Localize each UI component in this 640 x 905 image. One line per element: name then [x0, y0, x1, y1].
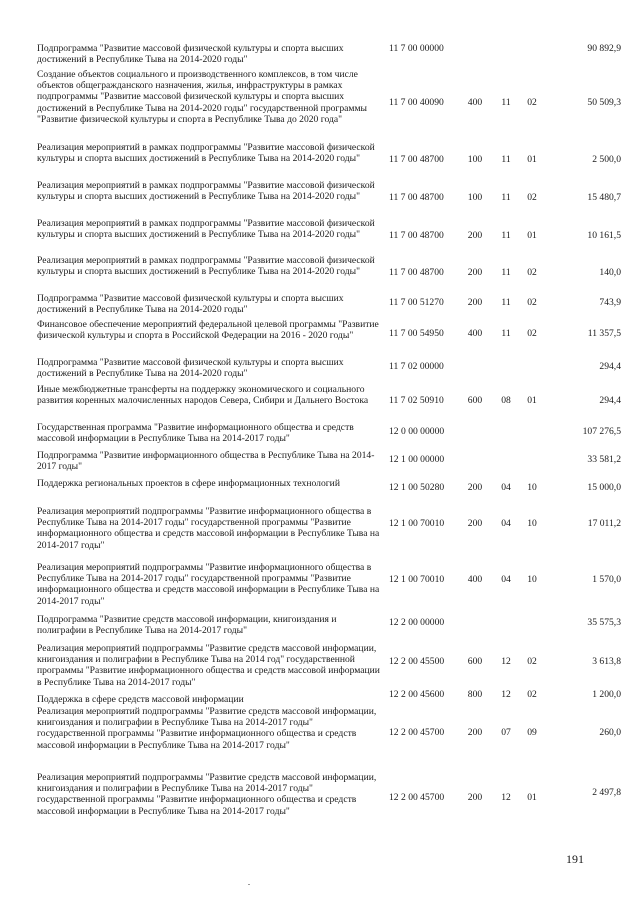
row-pr: 02: [527, 656, 537, 667]
row-vr: 400: [467, 574, 483, 585]
row-pr: 02: [527, 267, 537, 278]
row-code: 12 2 00 45700: [389, 792, 445, 803]
row-code: 12 2 00 00000: [389, 617, 445, 628]
row-rz: 04: [501, 482, 511, 493]
row-description: Реализация мероприятий подпрограммы "Развитие информационного общества в Республике Тыва на 2014-2017 годы" государственной программы "Развитие информационного общества и средств массовой информации в Республике Тыва на 2014-2017 годы": [37, 562, 380, 607]
row-code: 12 1 00 00000: [389, 454, 445, 465]
row-pr: 01: [527, 395, 537, 406]
row-code: 12 1 00 70010: [389, 574, 445, 585]
row-vr: 400: [467, 328, 483, 339]
row-rz: 12: [501, 656, 511, 667]
row-sum: 1 200,0: [592, 689, 621, 700]
row-description: Подпрограмма "Развитие массовой физической культуры и спорта высших достижений в Республике Тыва на 2014-2020 годы": [37, 293, 344, 316]
row-description: Поддержка в сфере средств массовой информации: [37, 694, 244, 705]
row-pr: 09: [527, 727, 537, 738]
row-code: 11 7 00 40090: [389, 97, 444, 108]
row-sum: 1 570,0: [592, 574, 621, 585]
row-vr: 100: [467, 192, 483, 203]
row-sum: 17 011,2: [587, 518, 621, 529]
row-pr: 10: [527, 518, 537, 529]
row-sum: 50 509,3: [587, 97, 621, 108]
row-vr: 600: [467, 656, 483, 667]
row-description: Реализация мероприятий подпрограммы "Развитие средств массовой информации, книгоиздания и полиграфии в Республике Тыва на 2014-2017 годы" государственной программы "Развитие информационного общества и средств массовой информации в Республике Тыва на 2014-2017 годы": [37, 706, 377, 751]
row-sum: 3 613,8: [592, 656, 621, 667]
page-number: 191: [566, 852, 584, 866]
row-rz: 08: [501, 395, 511, 406]
row-code: 11 7 00 48700: [389, 230, 444, 241]
row-pr: 02: [527, 689, 537, 700]
row-vr: 200: [467, 727, 483, 738]
row-description: Реализация мероприятий в рамках подпрограммы "Развитие массовой физической культуры и спорта высших достижений в Республике Тыва на 2014-2020 годы": [37, 255, 375, 278]
row-pr: 01: [527, 792, 537, 803]
row-rz: 11: [501, 97, 511, 108]
row-code: 12 2 00 45500: [389, 656, 445, 667]
row-vr: 200: [467, 792, 483, 803]
row-pr: 10: [527, 482, 537, 493]
row-rz: 11: [501, 230, 511, 241]
row-rz: 11: [501, 267, 511, 278]
row-vr: 200: [467, 482, 483, 493]
row-code: 12 2 00 45700: [389, 727, 445, 738]
row-rz: 11: [501, 154, 511, 165]
row-code: 12 0 00 00000: [389, 426, 445, 437]
row-code: 12 2 00 45600: [389, 689, 445, 700]
row-pr: 02: [527, 97, 537, 108]
row-pr: 01: [527, 154, 537, 165]
row-vr: 600: [467, 395, 483, 406]
row-vr: 200: [467, 297, 483, 308]
row-pr: 02: [527, 297, 537, 308]
row-code: 11 7 00 00000: [389, 43, 444, 54]
row-vr: 200: [467, 518, 483, 529]
row-rz: 04: [501, 574, 511, 585]
row-sum: 2 500,0: [592, 154, 621, 165]
row-sum: 140,0: [599, 267, 621, 278]
row-description: Подпрограмма "Развитие средств массовой информации, книгоиздания и полиграфии в Республике Тыва на 2014-2017 годы": [37, 614, 337, 637]
row-vr: 100: [467, 154, 483, 165]
row-description: Подпрограмма "Развитие информационного общества в Республике Тыва на 2014-2017 годы": [37, 450, 375, 473]
row-pr: 02: [527, 192, 537, 203]
row-vr: 800: [467, 689, 483, 700]
row-sum: 743,9: [599, 297, 621, 308]
row-code: 11 7 00 48700: [389, 267, 444, 278]
row-sum: 260,0: [599, 727, 621, 738]
row-description: Финансовое обеспечение мероприятий федеральной целевой программы "Развитие физической культуры и спорта в Российской Федерации на 2016 - 2020 годы": [37, 319, 379, 342]
row-code: 11 7 02 00000: [389, 361, 444, 372]
row-sum: 33 581,2: [587, 454, 621, 465]
row-description: Подпрограмма "Развитие массовой физической культуры и спорта высших достижений в Республике Тыва на 2014-2020 годы": [37, 357, 344, 380]
row-rz: 04: [501, 518, 511, 529]
row-rz: 07: [501, 727, 511, 738]
row-description: Реализация мероприятий подпрограммы "Развитие информационного общества в Республике Тыва на 2014-2017 годы" государственной программы "Развитие информационного общества и средств массовой информации в Республике Тыва на 2014-2017 годы": [37, 506, 380, 551]
row-description: Реализация мероприятий в рамках подпрограммы "Развитие массовой физической культуры и спорта высших достижений в Республике Тыва на 2014-2020 годы": [37, 180, 375, 203]
row-vr: 400: [467, 97, 483, 108]
row-rz: 11: [501, 192, 511, 203]
row-sum: 2 497,8: [592, 787, 621, 798]
row-rz: 12: [501, 792, 511, 803]
row-sum: 11 357,5: [587, 328, 621, 339]
row-description: Создание объектов социального и производственного комплексов, в том числе объектов общегражданского назначения, жилья, инфраструктуры в рамках подпрограммы "Развитие массовой физической культуры и спорта высших достижений в Республике Тыва на 2014-2020 годы" государственной программы "Развитие физической культуры и спорта в Республике Тыва до 2020 года": [37, 69, 367, 125]
row-sum: 35 575,3: [587, 617, 621, 628]
row-code: 11 7 02 50910: [389, 395, 444, 406]
scan-speck: [248, 884, 250, 885]
row-sum: 294,4: [599, 395, 621, 406]
row-description: Иные межбюджетные трансферты на поддержку экономического и социального развития коренных малочисленных народов Севера, Сибири и Дальнего Востока: [37, 384, 369, 407]
row-code: 12 1 00 70010: [389, 518, 445, 529]
row-rz: 11: [501, 328, 511, 339]
row-sum: 294,4: [599, 361, 621, 372]
row-code: 11 7 00 51270: [389, 297, 444, 308]
row-vr: 200: [467, 267, 483, 278]
row-rz: 12: [501, 689, 511, 700]
row-vr: 200: [467, 230, 483, 241]
row-sum: 10 161,5: [587, 230, 621, 241]
row-description: Реализация мероприятий подпрограммы "Развитие средств массовой информации, книгоиздания и полиграфии в Республике Тыва на 2014-2017 годы" государственной программы "Развитие информационного общества и средств массовой информации в Республике Тыва на 2014-2017 годы": [37, 772, 377, 817]
row-code: 11 7 00 48700: [389, 192, 444, 203]
row-code: 12 1 00 50280: [389, 482, 445, 493]
row-sum: 107 276,5: [582, 426, 621, 437]
row-code: 11 7 00 48700: [389, 154, 444, 165]
row-sum: 15 000,0: [587, 482, 621, 493]
row-rz: 11: [501, 297, 511, 308]
row-pr: 02: [527, 328, 537, 339]
row-description: Поддержка региональных проектов в сфере информационных технологий: [37, 478, 340, 489]
row-description: Реализация мероприятий в рамках подпрограммы "Развитие массовой физической культуры и спорта высших достижений в Республике Тыва на 2014-2020 годы": [37, 218, 375, 241]
row-pr: 10: [527, 574, 537, 585]
row-description: Реализация мероприятий подпрограммы "Развитие средств массовой информации, книгоиздания и полиграфии в Республике Тыва на 2014 год" государственной программы "Развитие информационного общества и средств массовой информации в Республике Тыва на 2014-2017 годы": [37, 643, 380, 688]
row-pr: 01: [527, 230, 537, 241]
row-description: Подпрограмма "Развитие массовой физической культуры и спорта высших достижений в Республике Тыва на 2014-2020 годы": [37, 43, 344, 66]
row-sum: 15 480,7: [587, 192, 621, 203]
row-code: 11 7 00 54950: [389, 328, 444, 339]
row-description: Реализация мероприятий в рамках подпрограммы "Развитие массовой физической культуры и спорта высших достижений в Республике Тыва на 2014-2020 годы": [37, 142, 375, 165]
row-sum: 90 892,9: [587, 43, 621, 54]
row-description: Государственная программа "Развитие информационного общества и средств массовой информации в Республике Тыва на 2014-2017 годы": [37, 422, 354, 445]
